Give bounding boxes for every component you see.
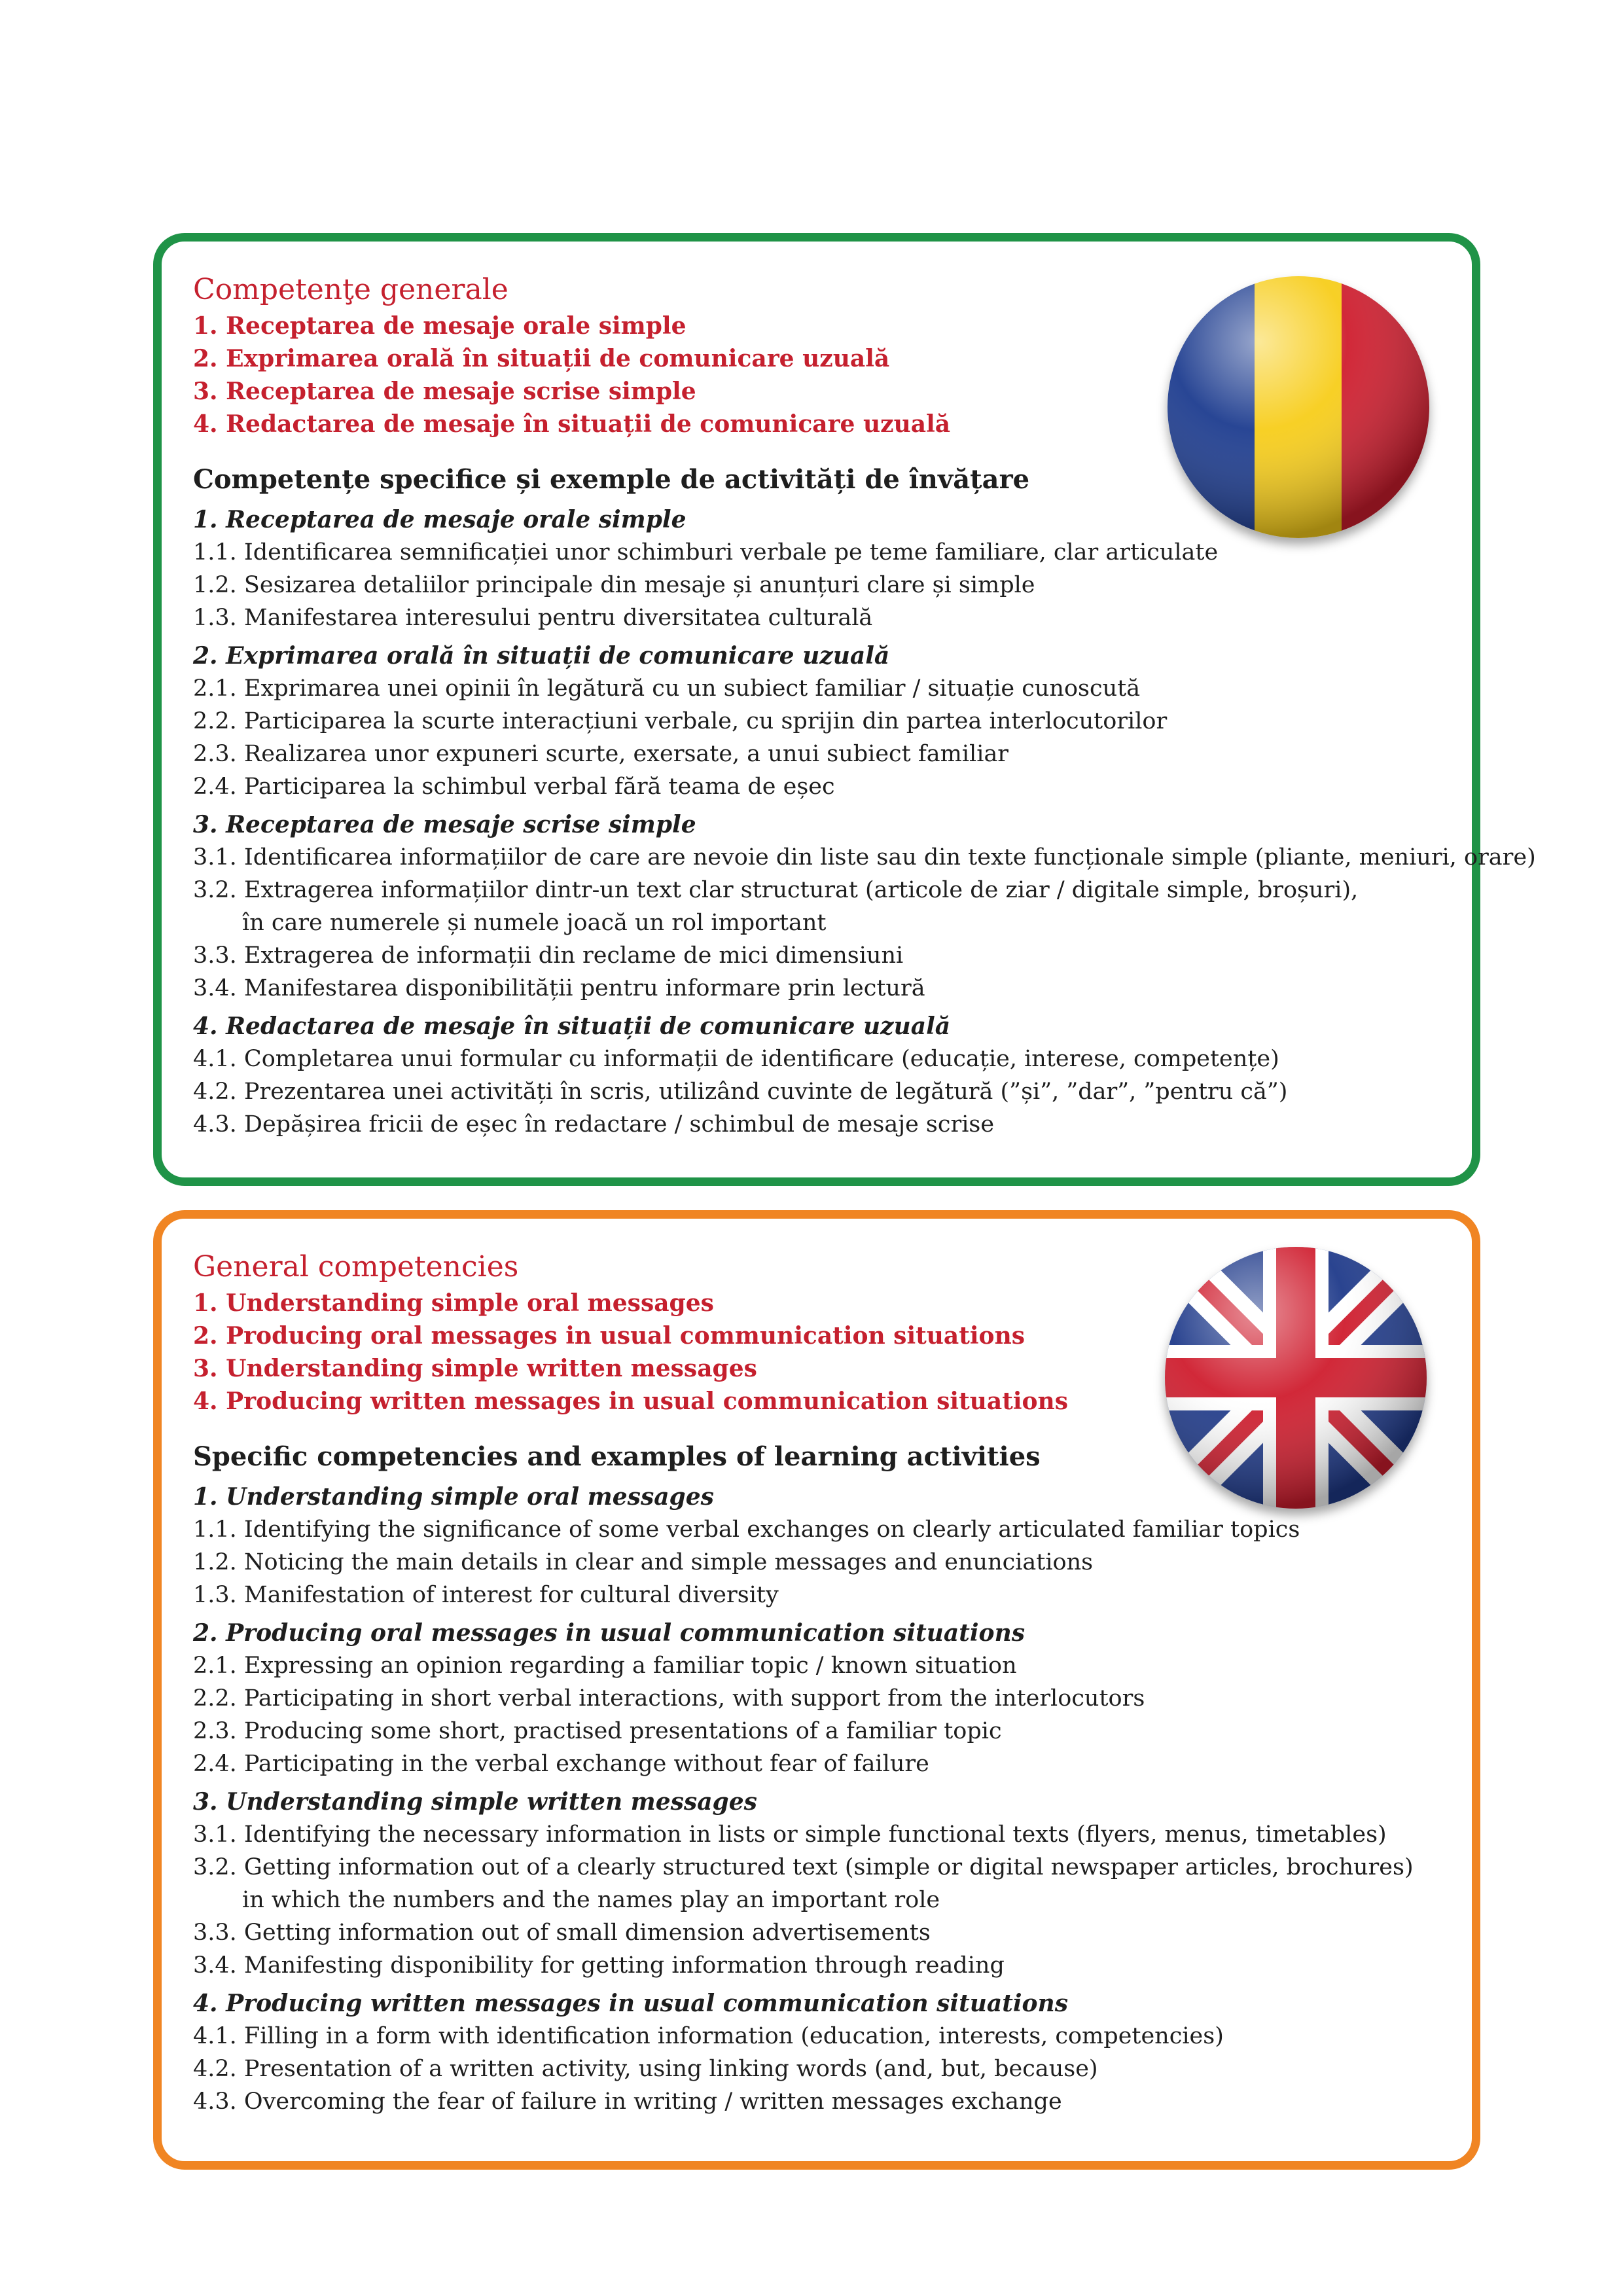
en-item-1-2: 1.2. Noticing the main details in clear and simple messages and enunciations (193, 1549, 1094, 1575)
en-group-3-title: 3. Understanding simple written messages (193, 1788, 757, 1816)
en-item-3-1: 3.1. Identifying the necessary information in lists or simple functional texts (flyers, menus, timetables) (193, 1821, 1387, 1848)
ro-item-3-2: 3.2. Extragerea informațiilor dintr-un text clar structurat (articole de ziar / digitale simple, broșuri), (193, 877, 1359, 903)
ro-general-item-1: 1. Receptarea de mesaje orale simple (193, 312, 687, 340)
ro-specific-title: Competențe specifice și exemple de activități de învățare (193, 464, 1030, 495)
ro-general-item-2: 2. Exprimarea orală în situații de comunicare uzuală (193, 345, 890, 372)
en-group-4 (193, 1987, 1433, 2118)
en-general-item-3: 3. Understanding simple written messages (193, 1355, 757, 1382)
en-item-3-3: 3.3. Getting information out of small dimension advertisements (193, 1920, 931, 1946)
ro-item-2-2: 2.2. Participarea la scurte interacțiuni verbale, cu sprijin din partea interlocutorilor (193, 708, 1168, 734)
en-item-2-4: 2.4. Participating in the verbal exchange without fear of failure (193, 1751, 929, 1777)
ro-general-item-4: 4. Redactarea de mesaje în situații de comunicare uzuală (193, 410, 951, 438)
ro-item-1-1: 1.1. Identificarea semnificației unor schimburi verbale pe teme familiare, clar articulate (193, 539, 1219, 565)
en-item-2-3: 2.3. Producing some short, practised presentations of a familiar topic (193, 1718, 1002, 1744)
ro-group-2-title: 2. Exprimarea orală în situații de comunicare uzuală (193, 642, 890, 670)
en-item-2-2: 2.2. Participating in short verbal interactions, with support from the interlocutors (193, 1685, 1145, 1712)
ro-general-item-3: 3. Receptarea de mesaje scrise simple (193, 378, 696, 405)
ro-item-2-1: 2.1. Exprimarea unei opinii în legătură cu un subiect familiar / situație cunoscută (193, 675, 1141, 702)
ro-item-3-4: 3.4. Manifestarea disponibilității pentru informare prin lectură (193, 975, 925, 1001)
en-group-3 (193, 1785, 1433, 1982)
ro-general-title: Competenţe generale (193, 273, 508, 306)
en-group-1 (193, 1480, 1433, 1611)
en-group-1-title: 1. Understanding simple oral messages (193, 1483, 714, 1511)
ro-item-3-3: 3.3. Extragerea de informații din reclame de mici dimensiuni (193, 942, 904, 969)
en-group-4-title: 4. Producing written messages in usual communication situations (193, 1990, 1068, 2017)
ro-group-3 (193, 808, 1536, 1005)
en-item-3-4: 3.4. Manifesting disponibility for getting information through reading (193, 1952, 1005, 1979)
ro-item-1-3: 1.3. Manifestarea interesului pentru diversitatea culturală (193, 605, 873, 631)
ro-group-2 (193, 639, 1433, 803)
en-group-2-title: 2. Producing oral messages in usual communication situations (193, 1619, 1026, 1647)
ro-group-4 (193, 1010, 1433, 1141)
ro-item-3-2-continued: în care numerele și numele joacă un rol important (242, 910, 827, 936)
en-item-1-1: 1.1. Identifying the significance of some verbal exchanges on clearly articulated familiar topics (193, 1516, 1300, 1543)
en-item-3-2-continued: in which the numbers and the names play an important role (242, 1887, 940, 1913)
ro-group-1-title: 1. Receptarea de mesaje orale simple (193, 506, 687, 533)
ro-item-4-2: 4.2. Prezentarea unei activități în scris, utilizând cuvinte de legătură (”și”, ”dar”, ”pentru că”) (193, 1079, 1288, 1105)
en-item-4-2: 4.2. Presentation of a written activity, using linking words (and, but, because) (193, 2056, 1098, 2082)
en-group-2 (193, 1617, 1433, 1780)
ro-item-4-1: 4.1. Completarea unui formular cu informații de identificare (educație, interese, competențe) (193, 1046, 1279, 1072)
ro-group-4-title: 4. Redactarea de mesaje în situații de comunicare uzuală (193, 1013, 951, 1040)
en-item-3-2: 3.2. Getting information out of a clearly structured text (simple or digital newspaper articles, brochures) (193, 1854, 1414, 1880)
en-item-2-1: 2.1. Expressing an opinion regarding a familiar topic / known situation (193, 1653, 1017, 1679)
ro-group-3-title: 3. Receptarea de mesaje scrise simple (193, 811, 696, 838)
en-general-item-1: 1. Understanding simple oral messages (193, 1289, 714, 1317)
en-item-4-1: 4.1. Filling in a form with identification information (education, interests, competencies) (193, 2023, 1224, 2049)
romania-flag-icon (1168, 276, 1429, 538)
en-general-item-2: 2. Producing oral messages in usual communication situations (193, 1322, 1026, 1350)
en-item-1-3: 1.3. Manifestation of interest for cultural diversity (193, 1582, 779, 1608)
ro-item-3-1: 3.1. Identificarea informațiilor de care are nevoie din liste sau din texte funcționale simple (pliante, meniuri, orare) (193, 844, 1536, 870)
en-general-item-4: 4. Producing written messages in usual communication situations (193, 1388, 1068, 1415)
en-specific-title: Specific competencies and examples of learning activities (193, 1441, 1041, 1472)
en-general-title: General competencies (193, 1250, 519, 1283)
uk-flag-icon (1165, 1247, 1427, 1509)
ro-item-4-3: 4.3. Depășirea fricii de eșec în redactare / schimbul de mesaje scrise (193, 1111, 995, 1138)
en-item-4-3: 4.3. Overcoming the fear of failure in writing / written messages exchange (193, 2089, 1062, 2115)
ro-item-1-2: 1.2. Sesizarea detaliilor principale din mesaje și anunțuri clare și simple (193, 572, 1035, 598)
ro-item-2-3: 2.3. Realizarea unor expuneri scurte, exersate, a unui subiect familiar (193, 741, 1009, 767)
ro-item-2-4: 2.4. Participarea la schimbul verbal fără teama de eșec (193, 774, 835, 800)
